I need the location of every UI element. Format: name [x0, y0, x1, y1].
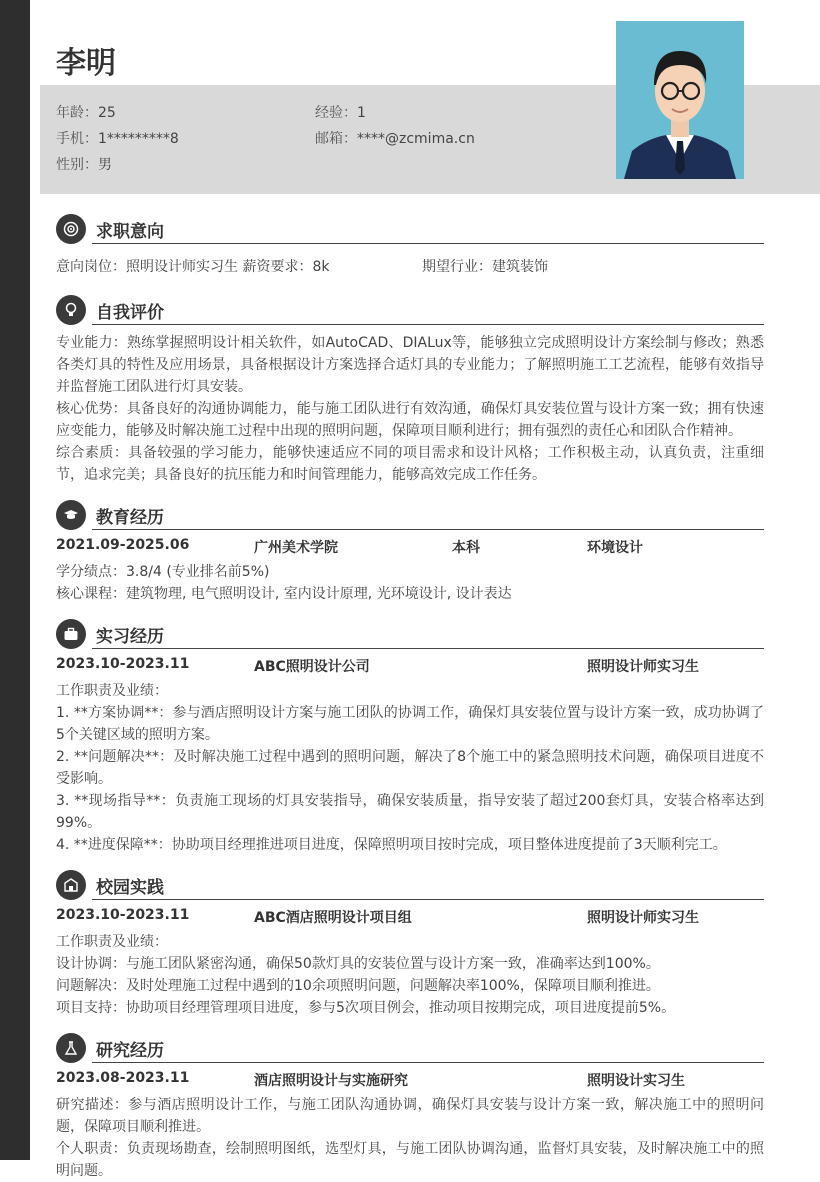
section-self-evaluation	[56, 295, 764, 327]
internship-date: 2023.10-2023.11	[56, 656, 190, 672]
flask-icon	[63, 1040, 79, 1056]
internship-heading: 工作职责及业绩：	[56, 683, 168, 699]
campus-item: 项目支持：协助项目经理管理项目进度，参与5次项目例会，推动项目按期完成，项目进度提前5%。	[56, 1000, 676, 1016]
gender-value: 男	[98, 157, 112, 173]
experience-label: 经验：	[315, 105, 357, 121]
campus-org: ABC酒店照明设计项目组	[254, 910, 412, 926]
research-role: 照明设计实习生	[587, 1073, 685, 1089]
section-divider	[92, 648, 764, 649]
internship-item: 3. **现场指导**：负责施工现场的灯具安装指导，确保安装质量，指导安装了超过200套灯具，安装合格率达到99%。	[56, 793, 764, 831]
research-topic: 酒店照明设计与实施研究	[254, 1073, 408, 1089]
internship-company: ABC照明设计公司	[254, 659, 370, 675]
section-education	[56, 500, 764, 532]
briefcase-icon	[63, 626, 79, 642]
gender-field	[56, 154, 112, 174]
internship-role: 照明设计师实习生	[587, 659, 699, 675]
section-divider	[92, 324, 764, 325]
campus-item: 问题解决：及时处理施工过程中遇到的10余项照明问题，问题解决率100%，保障项目顺利推进。	[56, 978, 660, 994]
internship-item: 1. **方案协调**：参与酒店照明设计方案与施工团队的协调工作，确保灯具安装位置与设计方案一致，成功协调了5个关键区域的照明方案。	[56, 705, 764, 743]
section-internship	[56, 619, 764, 651]
graduation-cap-icon	[63, 507, 79, 523]
section-title: 研究经历	[96, 1041, 164, 1061]
phone-label: 手机：	[56, 131, 98, 147]
research-row	[56, 1070, 764, 1092]
age-field	[56, 102, 116, 122]
education-row	[56, 537, 764, 559]
phone-field	[56, 128, 179, 148]
section-title: 自我评价	[96, 303, 164, 323]
section-divider	[92, 529, 764, 530]
email-label: 邮箱：	[315, 131, 357, 147]
education-school: 广州美术学院	[254, 540, 338, 556]
section-title: 校园实践	[96, 878, 164, 898]
self-eval-strengths: 核心优势：具备良好的沟通协调能力，能与施工团队进行有效沟通，确保灯具安装位置与设计方案一致；拥有快速应变能力，能够及时解决施工过程中出现的照明问题，保障项目顺利进行；拥有强烈的责任心和团队合作精神。	[56, 401, 764, 439]
internship-item: 2. **问题解决**：及时解决施工过程中遇到的照明问题，解决了8个施工中的紧急照明技术问题，确保项目进度不受影响。	[56, 749, 764, 787]
bulb-icon	[63, 302, 79, 318]
section-divider	[92, 1062, 764, 1063]
research-duty: 个人职责：负责现场勘查，绘制照明图纸，选型灯具，与施工团队协调沟通，监督灯具安装，及时解决施工中的照明问题。	[56, 1141, 764, 1179]
section-title: 实习经历	[96, 627, 164, 647]
experience-field	[315, 102, 366, 122]
section-job-intention	[56, 214, 764, 246]
section-divider	[92, 243, 764, 244]
education-degree: 本科	[452, 540, 480, 556]
campus-row	[56, 907, 764, 929]
section-title: 求职意向	[96, 222, 164, 242]
campus-role: 照明设计师实习生	[587, 910, 699, 926]
age-label: 年龄：	[56, 105, 98, 121]
section-divider	[92, 899, 764, 900]
section-campus-practice	[56, 870, 764, 902]
education-major: 环境设计	[587, 540, 643, 556]
phone-value: 1*********8	[98, 131, 179, 147]
target-icon	[63, 221, 79, 237]
campus-heading: 工作职责及业绩：	[56, 934, 168, 950]
self-eval-qualities: 综合素质：具备较强的学习能力，能够快速适应不同的项目需求和设计风格；工作积极主动，认真负责，注重细节，追求完美；具备良好的抗压能力和时间管理能力，能够高效完成工作任务。	[56, 445, 764, 483]
education-date: 2021.09-2025.06	[56, 537, 190, 553]
profile-photo	[616, 21, 744, 179]
candidate-name: 李明	[56, 46, 116, 81]
job-intention-industry: 期望行业：建筑装饰	[422, 259, 548, 275]
gender-label: 性别：	[56, 157, 98, 173]
age-value: 25	[98, 105, 116, 121]
email-field	[315, 128, 475, 148]
experience-value: 1	[357, 105, 366, 121]
email-value: ****@zcmima.cn	[357, 131, 475, 147]
research-description: 研究描述：参与酒店照明设计工作，与施工团队沟通协调，确保灯具安装与设计方案一致，解决施工中的照明问题，保障项目顺利推进。	[56, 1097, 764, 1135]
internship-row	[56, 656, 764, 678]
building-icon	[63, 877, 79, 893]
campus-date: 2023.10-2023.11	[56, 907, 190, 923]
self-eval-professional: 专业能力：熟练掌握照明设计相关软件，如AutoCAD、DIALux等，能够独立完成照明设计方案绘制与修改；熟悉各类灯具的特性及应用场景，具备根据设计方案选择合适灯具的专业能力；了解照明施工工艺流程，能够有效指导并监督施工团队进行灯具安装。	[56, 335, 764, 395]
job-intention-left: 意向岗位：照明设计师实习生 薪资要求：8k	[56, 259, 330, 275]
education-courses: 核心课程：建筑物理, 电气照明设计, 室内设计原理, 光环境设计, 设计表达	[56, 586, 512, 602]
section-research	[56, 1033, 764, 1065]
education-gpa: 学分绩点：3.8/4 (专业排名前5%)	[56, 564, 270, 580]
campus-item: 设计协调：与施工团队紧密沟通，确保50款灯具的安装位置与设计方案一致，准确率达到100%。	[56, 956, 660, 972]
left-accent-bar	[0, 0, 30, 1160]
internship-item: 4. **进度保障**：协助项目经理推进项目进度，保障照明项目按时完成，项目整体进度提前了3天顺利完工。	[56, 837, 727, 853]
section-title: 教育经历	[96, 508, 164, 528]
research-date: 2023.08-2023.11	[56, 1070, 190, 1086]
